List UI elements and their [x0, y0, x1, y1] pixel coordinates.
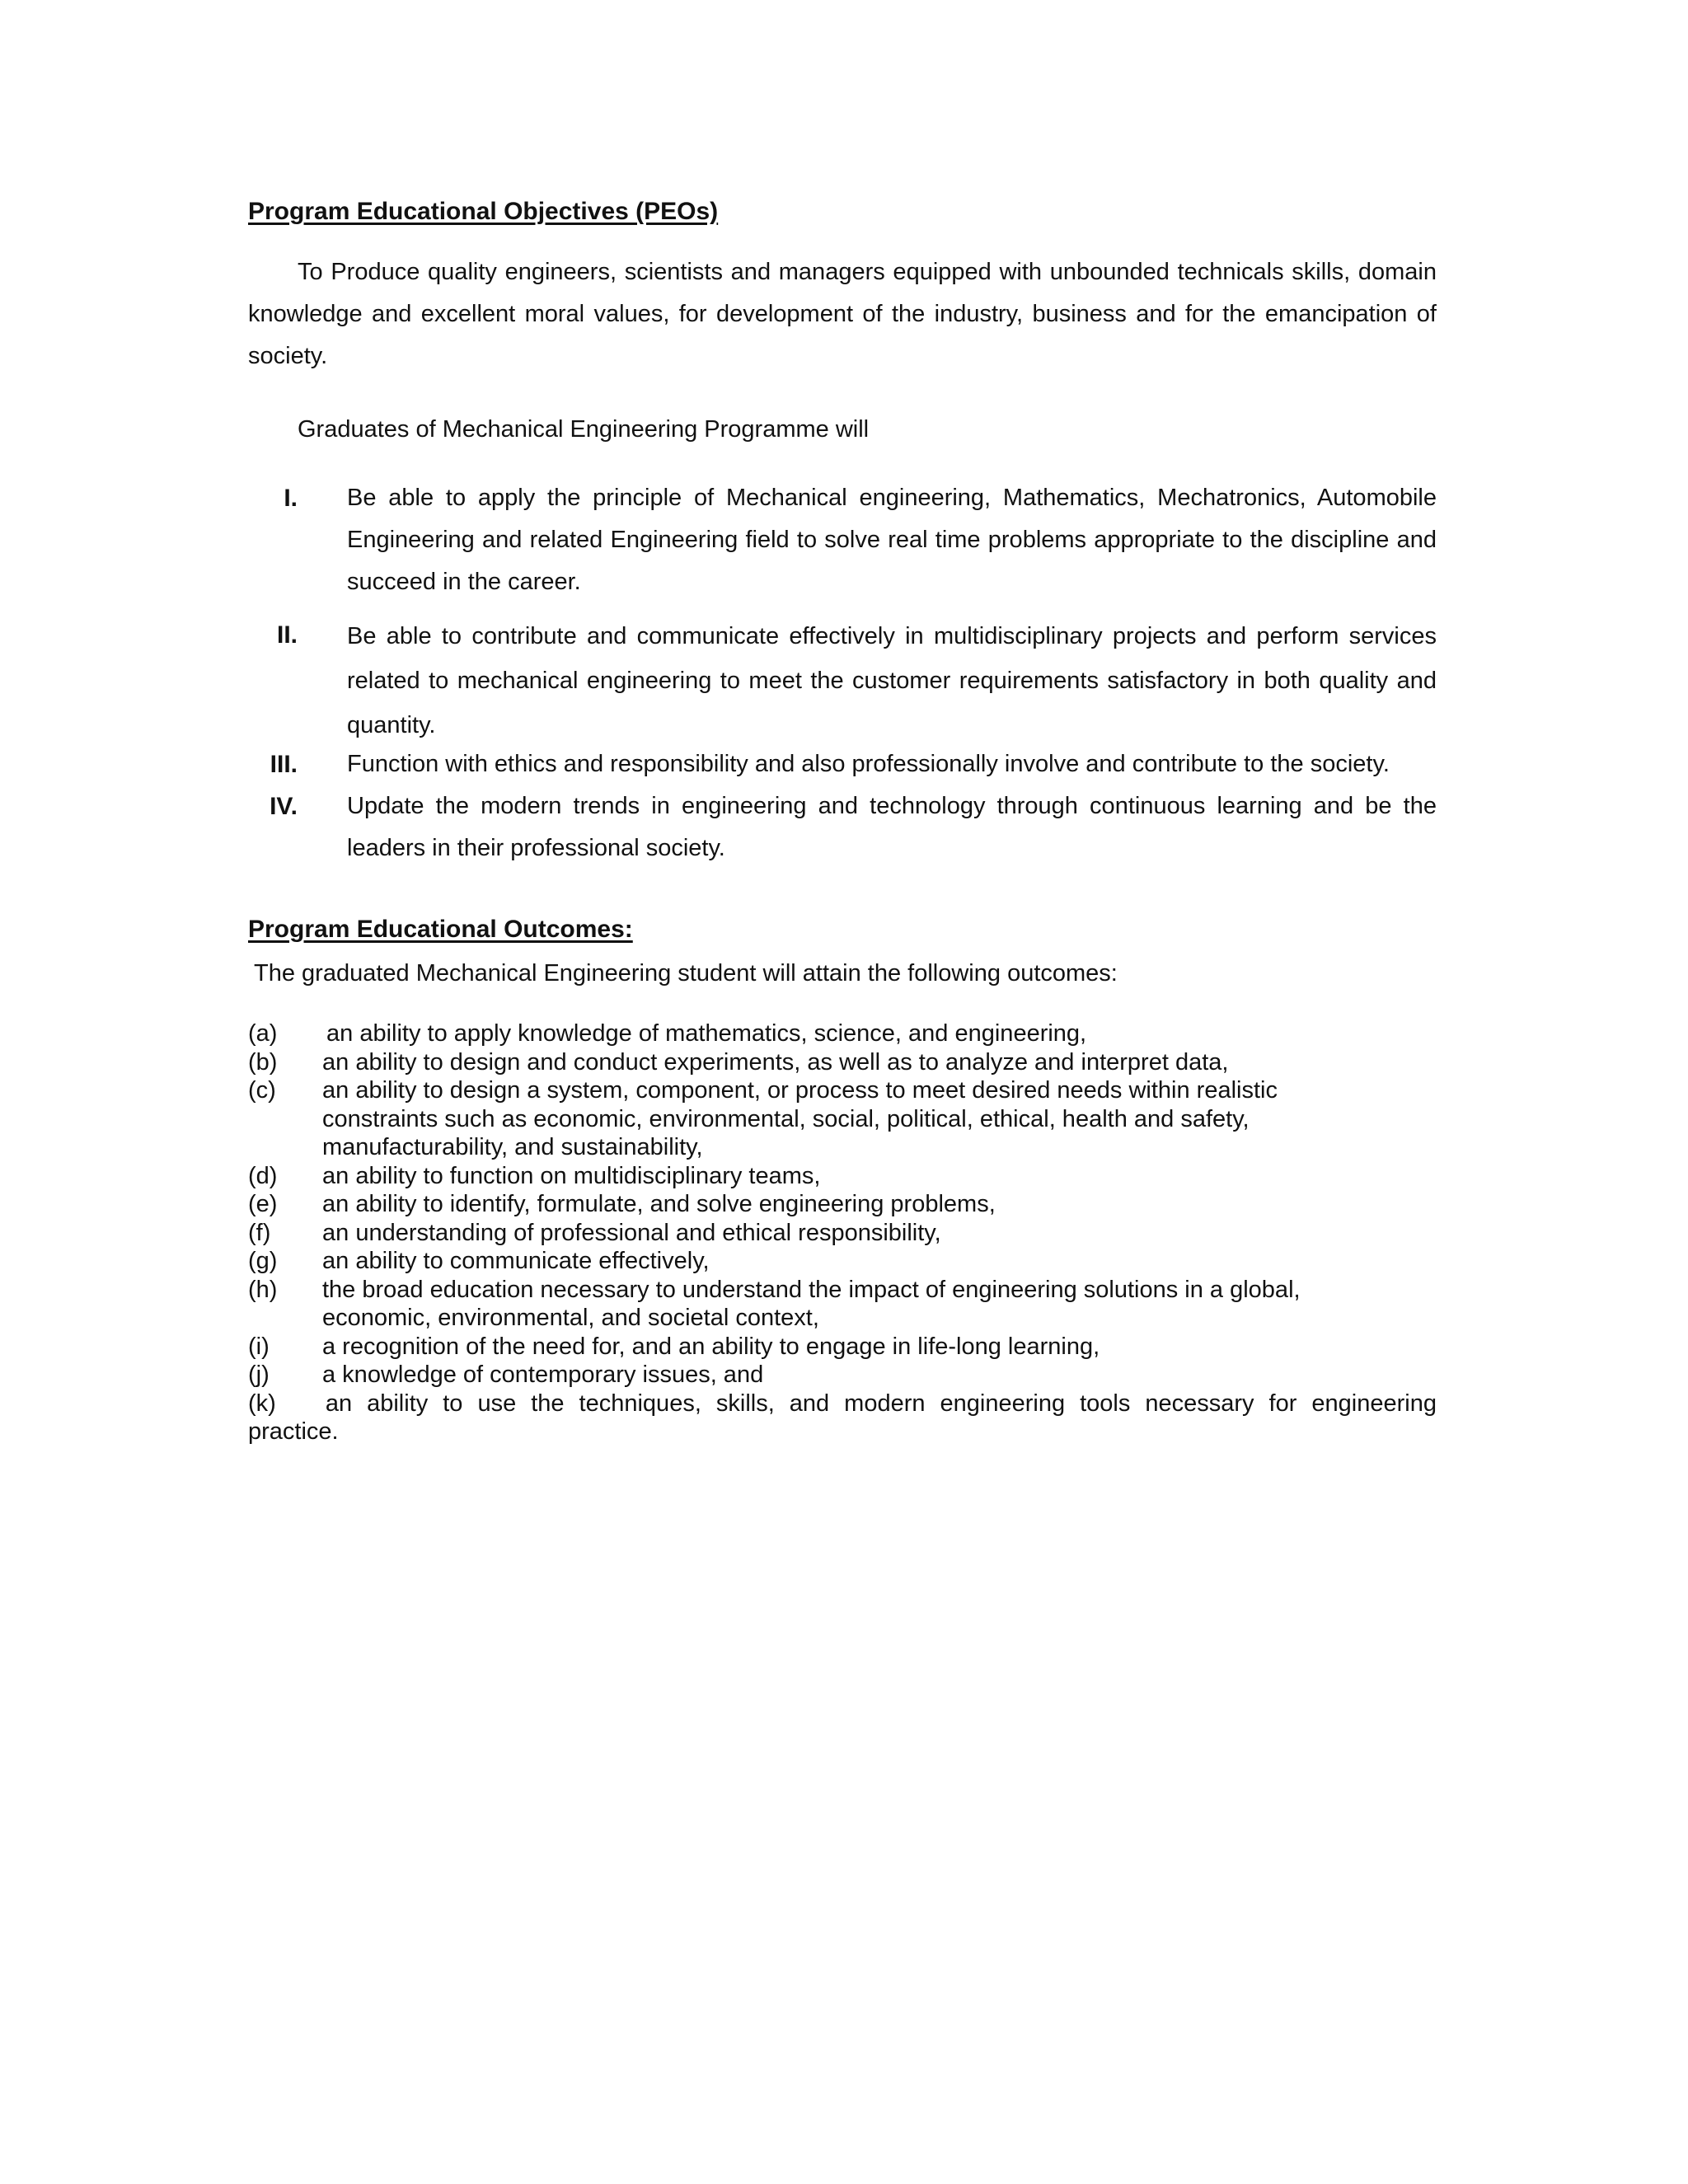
outcome-label: (k): [248, 1390, 276, 1417]
outcome-label: (e): [248, 1191, 278, 1217]
peo-item: [248, 477, 1437, 603]
outcome-item: [248, 1390, 1437, 1446]
outcome-text: an ability to design and conduct experiments, as well as to analyze and interpret data,: [322, 1048, 1229, 1076]
outcome-item: [248, 1361, 1437, 1390]
outcome-label: (g): [248, 1248, 278, 1274]
peo-text: Update the modern trends in engineering and technology through continuous learning and be the leaders in their professional society.: [347, 793, 1437, 861]
outcome-item: [248, 1190, 1437, 1219]
outcome-text-line: [248, 1390, 1437, 1418]
outcome-text: an understanding of professional and ethical responsibility,: [322, 1219, 941, 1246]
peo-text: Function with ethics and responsibility and also professionally involve and contribute to the society.: [347, 751, 1390, 777]
peo-numeral: II.: [276, 621, 298, 649]
outcome-item: [248, 1019, 1437, 1048]
peo-item: [248, 785, 1437, 869]
peo-heading: Program Educational Objectives (PEOs): [248, 198, 719, 225]
outcome-item: [248, 1333, 1437, 1361]
outcome-item: [248, 1162, 1437, 1191]
peo-text: Be able to contribute and communicate effectively in multidisciplinary projects and perform services related to mechanical engineering to meet the customer requirements satisfactory in both quality and quantity.: [347, 623, 1437, 738]
peo-text: Be able to apply the principle of Mechanical engineering, Mathematics, Mechatronics, Automobile Engineering and related Engineering field to solve real time problems appropriate to the discipline and succeed in the career.: [347, 485, 1437, 595]
outcomes-list: [248, 1019, 1437, 1446]
outcome-item: [248, 1276, 1437, 1333]
outcomes-lead-text: The graduated Mechanical Engineering student will attain the following outcomes:: [254, 960, 1118, 987]
outcome-text: an ability to use the techniques, skills, and modern engineering tools necessary for engineering: [325, 1390, 1437, 1417]
peo-lead-text: Graduates of Mechanical Engineering Programme will: [298, 416, 870, 443]
outcomes-heading: Program Educational Outcomes:: [248, 916, 633, 943]
outcome-item: [248, 1247, 1437, 1276]
outcome-text: a recognition of the need for, and an ability to engage in life-long learning,: [322, 1333, 1100, 1360]
peo-item: [248, 743, 1437, 785]
peo-intro-paragraph: To Produce quality engineers, scientists and managers equipped with unbounded technicals skills, domain knowledge and excellent moral values, for development of the industry, business and for the emancipation of society.: [248, 259, 1437, 369]
outcome-text-continuation: practice.: [248, 1418, 339, 1445]
outcome-text: a knowledge of contemporary issues, and: [322, 1361, 764, 1388]
outcome-label: (f): [248, 1219, 271, 1246]
outcome-text: the broad education necessary to understand the impact of engineering solutions in a global, economic, environmental, and societal context,: [322, 1276, 1301, 1331]
outcome-label: (b): [248, 1048, 278, 1076]
outcome-label: (d): [248, 1162, 278, 1189]
outcome-item: [248, 1048, 1437, 1077]
outcome-text: an ability to function on multidisciplinary teams,: [322, 1162, 821, 1189]
outcome-text: an ability to apply knowledge of mathematics, science, and engineering,: [326, 1020, 1087, 1047]
peo-numeral: IV.: [270, 793, 298, 820]
outcome-item: [248, 1219, 1437, 1248]
outcome-text: an ability to design a system, component, or process to meet desired needs within realistic constraints such as economic, environmental, social, political, ethical, health and safety, manufacturability, and sustainability,: [322, 1077, 1278, 1160]
outcome-label: (h): [248, 1276, 278, 1303]
outcome-label: (c): [248, 1077, 276, 1104]
peo-item: [248, 614, 1437, 748]
outcome-label: (j): [248, 1361, 270, 1388]
outcome-text: an ability to communicate effectively,: [322, 1248, 710, 1274]
peo-numeral: III.: [270, 751, 298, 778]
outcome-text: an ability to identify, formulate, and solve engineering problems,: [322, 1191, 996, 1217]
outcome-item: [248, 1076, 1437, 1162]
peo-numeral: I.: [284, 485, 298, 512]
outcome-label: (i): [248, 1333, 270, 1360]
outcome-label: (a): [248, 1020, 278, 1047]
